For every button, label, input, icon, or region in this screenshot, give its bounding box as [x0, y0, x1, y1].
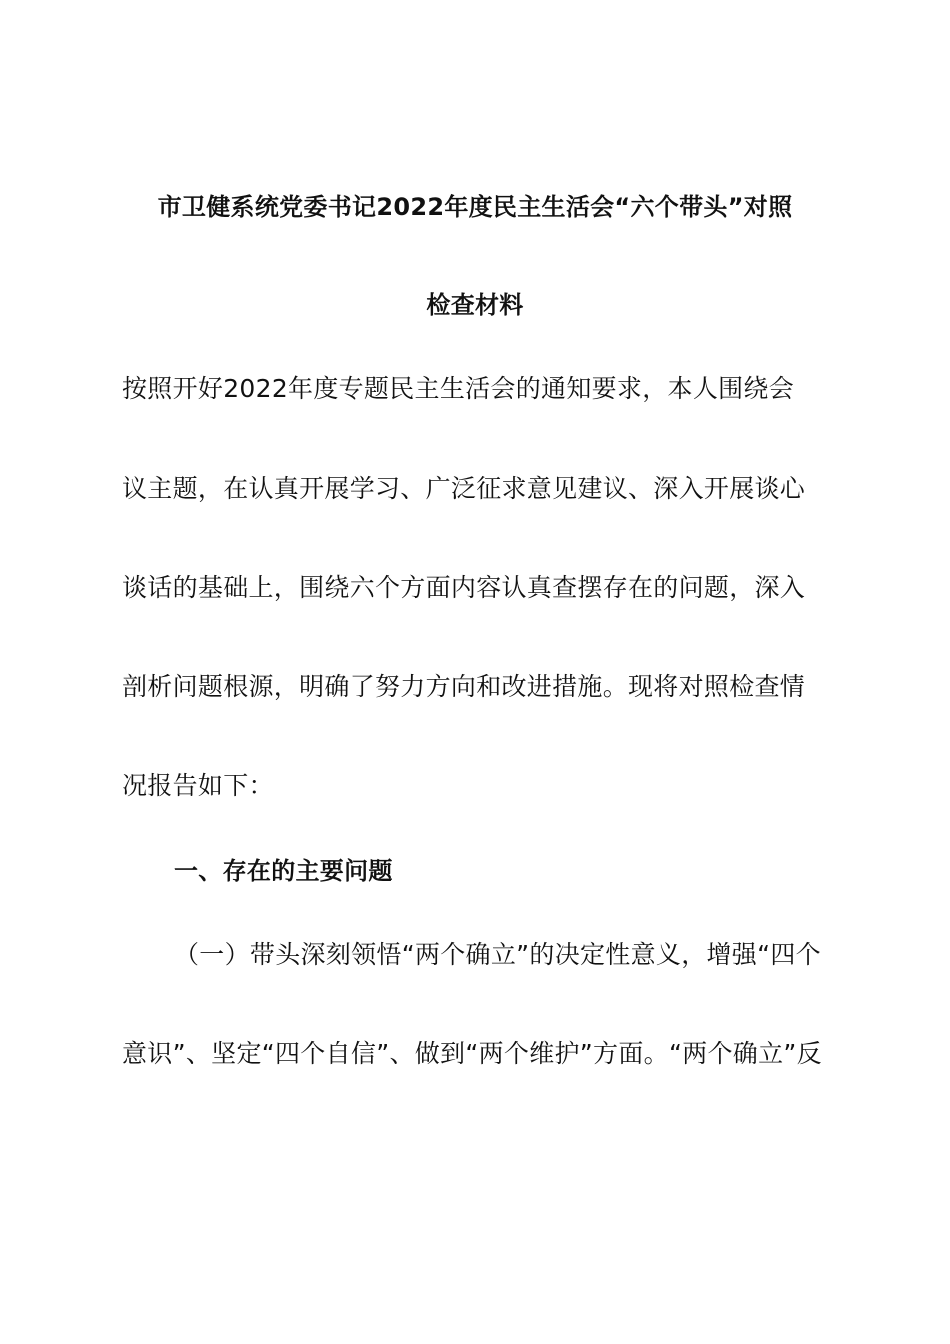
section-heading: 一、存在的主要问题 — [174, 857, 393, 885]
intro-paragraph-line-2: 议主题，在认真开展学习、广泛征求意见建议、深入开展谈心 — [122, 474, 806, 503]
document-title-line-2: 检查材料 — [426, 291, 524, 319]
intro-paragraph-line-3: 谈话的基础上，围绕六个方面内容认真查摆存在的问题，深入 — [122, 573, 806, 602]
intro-paragraph-line-1: 按照开好2022年度专题民主生活会的通知要求，本人围绕会 — [122, 374, 795, 403]
subsection-line-2: 意识”、坚定“四个自信”、做到“两个维护”方面。“两个确立”反 — [122, 1039, 822, 1068]
document-title-line-1: 市卫健系统党委书记2022年度民主生活会“六个带头”对照 — [157, 193, 793, 221]
subsection-line-1: （一）带头深刻领悟“两个确立”的决定性意义，增强“四个 — [174, 940, 821, 969]
intro-paragraph-line-5: 况报告如下： — [122, 771, 274, 800]
intro-paragraph-line-4: 剖析问题根源，明确了努力方向和改进措施。现将对照检查情 — [122, 672, 806, 701]
